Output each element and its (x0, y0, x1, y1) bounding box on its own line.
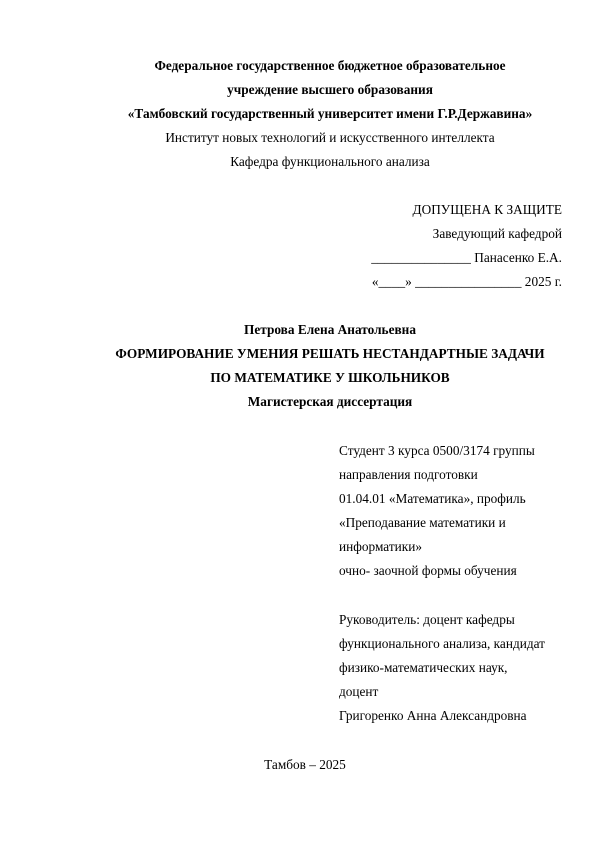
approval-title: ДОПУЩЕНА К ЗАЩИТЕ (412, 202, 562, 217)
institute-name: Институт новых технологий и искусственного интеллекта (165, 130, 495, 145)
university-name: «Тамбовский государственный университет имени Г.Р.Державина» (127, 106, 533, 121)
supervisor-line-1: Руководитель: доцент кафедры (339, 612, 515, 627)
thesis-title-line-1: ФОРМИРОВАНИЕ УМЕНИЯ РЕШАТЬ НЕСТАНДАРТНЫЕ ЗАДАЧИ (115, 346, 545, 361)
student-line-2: направления подготовки (339, 467, 478, 482)
student-line-6: очно- заочной формы обучения (339, 563, 517, 578)
supervisor-line-2: функционального анализа, кандидат (339, 636, 545, 651)
author-name: Петрова Елена Анатольевна (244, 322, 416, 337)
supervisor-name: Григоренко Анна Александровна (339, 708, 527, 723)
student-line-5: информатики» (339, 539, 422, 554)
approval-position: Заведующий кафедрой (432, 226, 562, 241)
student-line-3: 01.04.01 «Математика», профиль (339, 491, 526, 506)
approval-signature-line: _______________ Панасенко Е.А. (371, 250, 562, 265)
thesis-title-line-2: ПО МАТЕМАТИКЕ У ШКОЛЬНИКОВ (210, 370, 450, 385)
student-line-1: Студент 3 курса 0500/3174 группы (339, 443, 535, 458)
institution-line-1: Федеральное государственное бюджетное образовательное (154, 58, 506, 73)
supervisor-line-4: доцент (339, 684, 379, 699)
thesis-type: Магистерская диссертация (247, 394, 413, 409)
department-name: Кафедра функционального анализа (230, 154, 430, 169)
approval-date-line: «____» ________________ 2025 г. (371, 274, 562, 289)
city-year: Тамбов – 2025 (264, 757, 346, 772)
supervisor-line-3: физико-математических наук, (339, 660, 508, 675)
student-line-4: «Преподавание математики и (339, 515, 506, 530)
institution-line-2: учреждение высшего образования (227, 82, 433, 97)
